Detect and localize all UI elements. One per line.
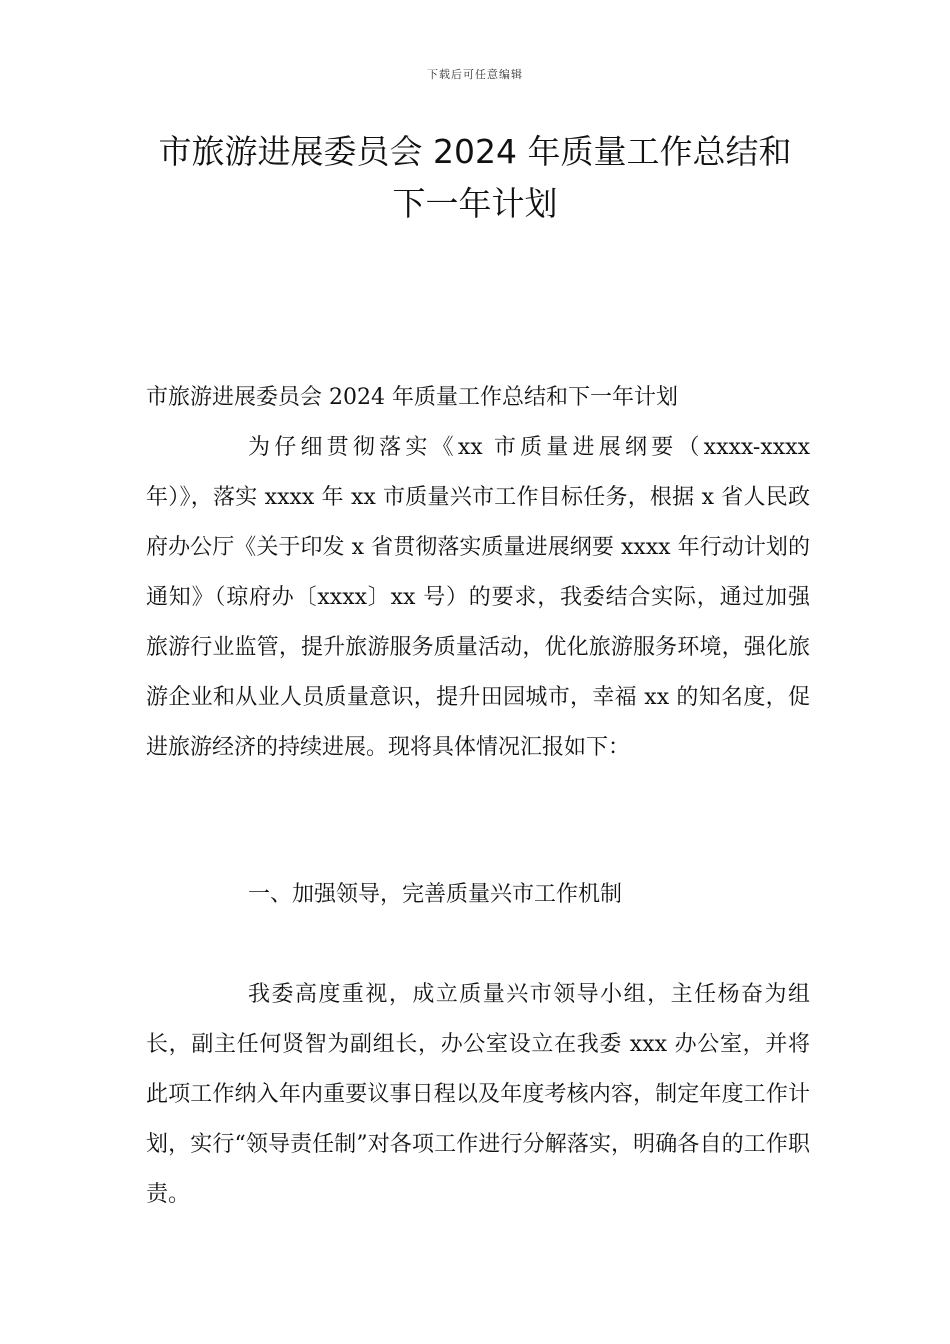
section-1-paragraph: 我委高度重视，成立质量兴市领导小组，主任杨奋为组长，副主任何贤智为副组长，办公室设立在我委 xxx 办公室，并将此项工作纳入年内重要议事日程以及年度考核内容，制定年度工作计划，实行“领导责任制”对各项工作进行分解落实，明确各自的工作职责。 (146, 982, 810, 1207)
document-subtitle: 市旅游进展委员会 2024 年质量工作总结和下一年计划 (146, 385, 678, 410)
section-heading-1: 一、加强领导，完善质量兴市工作机制 (248, 882, 623, 907)
intro-paragraph: 为仔细贯彻落实《xx 市质量进展纲要（xxxx-xxxx 年）》，落实 xxxx 年 xx 市质量兴市工作目标任务，根据 x 省人民政府办公厅《关于印发 x 省贯彻落实质量进展纲要 xxxx 年行动计划的通知》（琼府办〔xxxx〕xx 号）的要求，我委结合实际，通过加强旅游行业监管，提升旅游服务质量活动，优化旅游服务环境，强化旅游企业和从业人员质量意识，提升田园城市，幸福 xx 的知名度，促进旅游经济的持续进展。现将具体情况汇报如下： (146, 435, 810, 760)
title-line-1: 市旅游进展委员会 2024 年质量工作总结和 (158, 132, 792, 171)
document-title (110, 126, 840, 230)
title-line-2: 下一年计划 (392, 184, 558, 223)
header-note: 下载后可任意编辑 (427, 68, 523, 81)
